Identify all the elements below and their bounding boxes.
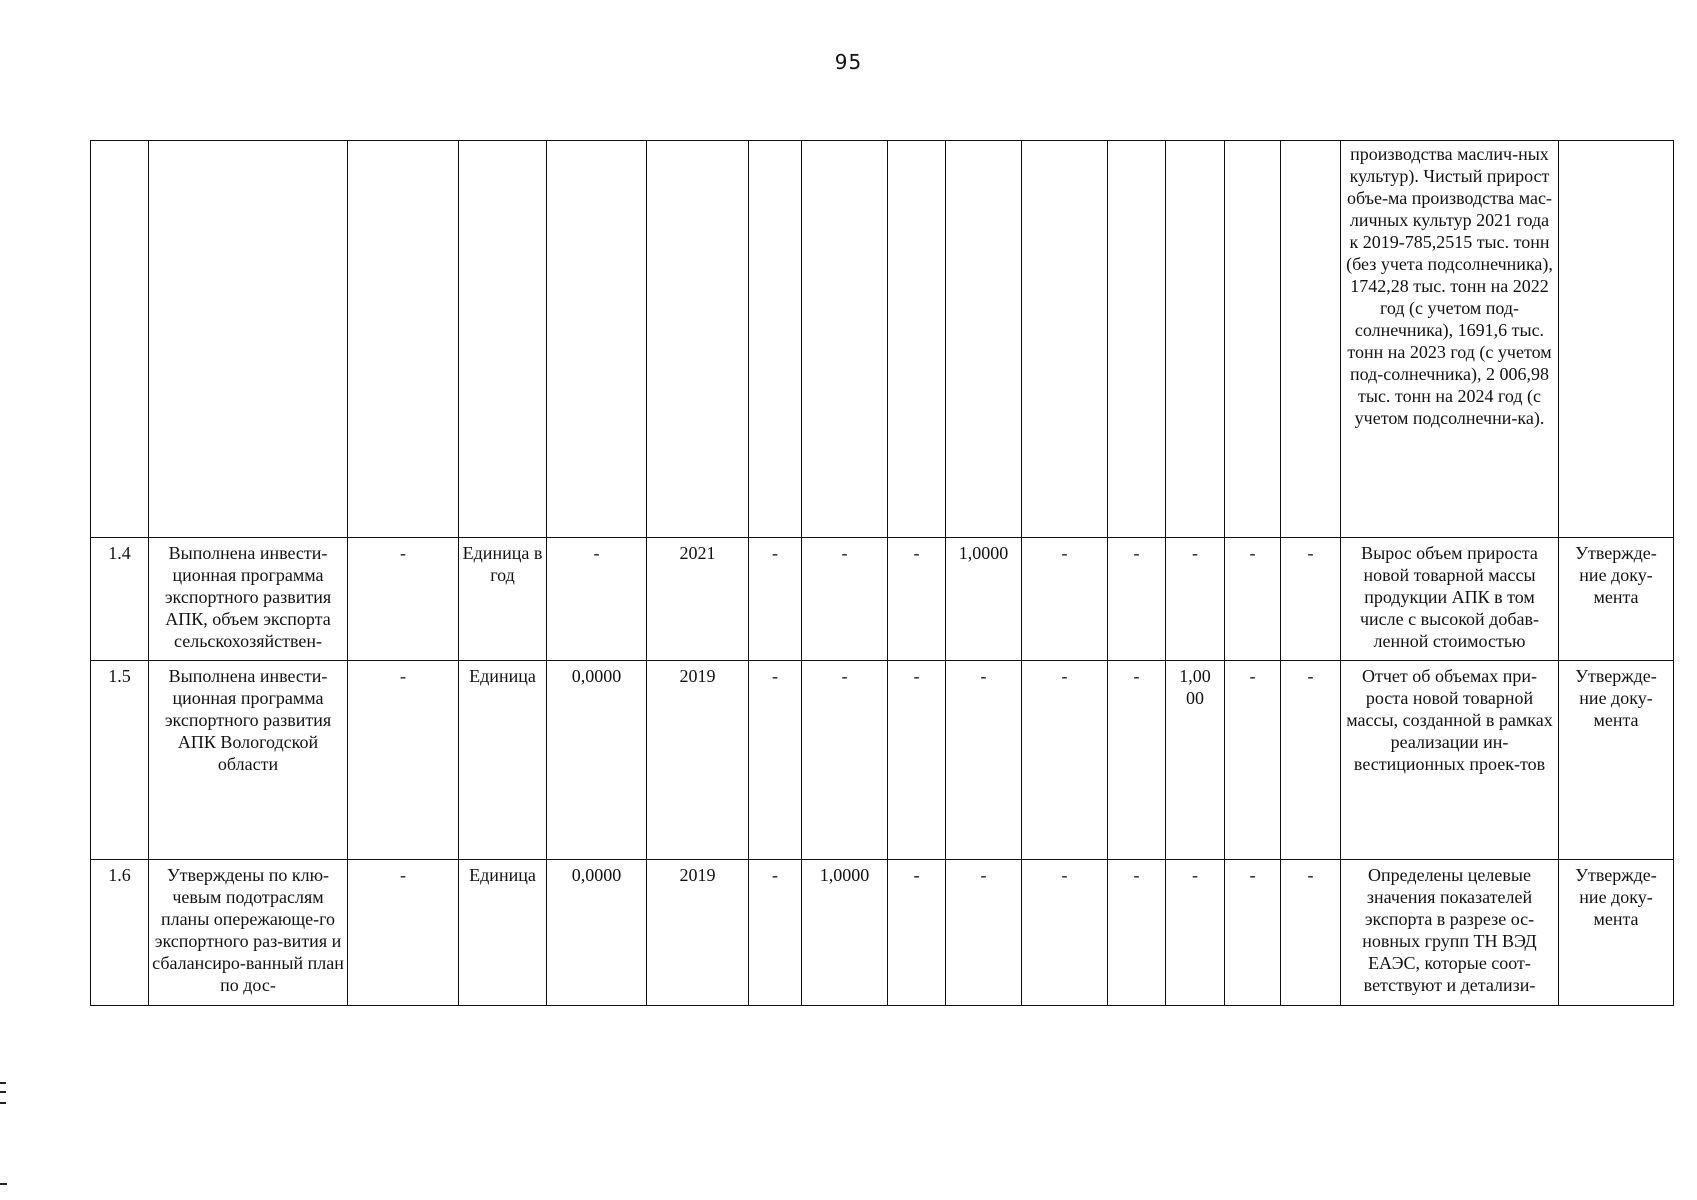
row-description: Определены целевые значения показателей экспорта в разрезе ос-новных групп ТН ВЭД ЕАЭС, которые соот-ветствуют и детализи- [1341, 860, 1559, 1006]
row-name: Выполнена инвести-ционная программа экспортного развития АПК Вологодской области [149, 661, 348, 860]
cell: - [348, 538, 459, 661]
row-number: 1.6 [91, 860, 149, 1006]
cell: - [1281, 661, 1341, 860]
cell: - [1225, 661, 1281, 860]
cell-unit: Единица в год [459, 538, 547, 661]
cell: - [1108, 860, 1166, 1006]
row-description: Отчет об объемах при-роста новой товарной массы, созданной в рамках реализации ин-вестиционных проек-тов [1341, 661, 1559, 860]
cell: 1,0000 [946, 538, 1022, 661]
cell: - [348, 661, 459, 860]
program-table [90, 140, 1674, 1006]
cell: - [1166, 538, 1225, 661]
table-row [91, 860, 1674, 1006]
cell: - [749, 538, 802, 661]
cell: 1,0000 [802, 860, 888, 1006]
cell-year: 2019 [647, 661, 749, 860]
cell: - [888, 538, 946, 661]
table-row [91, 538, 1674, 661]
cell-year [647, 141, 749, 538]
cell: - [802, 661, 888, 860]
cell: - [946, 661, 1022, 860]
row-name [149, 141, 348, 538]
cell: - [1022, 661, 1108, 860]
cell [1022, 141, 1108, 538]
cell [1281, 141, 1341, 538]
scan-margin-mark [0, 1082, 6, 1104]
cell: - [749, 661, 802, 860]
cell-base [547, 141, 647, 538]
row-name: Выполнена инвести-ционная программа экспортного развития АПК, объем экспорта сельскохозяйствен- [149, 538, 348, 661]
row-approval: Утвержде-ние доку-мента [1559, 661, 1674, 860]
table-row [91, 661, 1674, 860]
cell [348, 141, 459, 538]
table-row [91, 141, 1674, 538]
cell: - [1281, 860, 1341, 1006]
scan-margin-mark [0, 1183, 7, 1185]
cell: - [1108, 538, 1166, 661]
cell: - [1225, 538, 1281, 661]
cell: - [1166, 860, 1225, 1006]
cell: - [1281, 538, 1341, 661]
cell: - [802, 538, 888, 661]
cell [946, 141, 1022, 538]
page-number: 95 [834, 50, 863, 74]
cell: - [749, 860, 802, 1006]
cell: - [888, 860, 946, 1006]
row-description: Вырос объем прироста новой товарной массы продукции АПК в том числе с высокой добав-ленной стоимостью [1341, 538, 1559, 661]
row-number: 1.4 [91, 538, 149, 661]
row-name: Утверждены по клю-чевым подотраслям планы опережающе-го экспортного раз-вития и сбалансиро-ванный план по дос- [149, 860, 348, 1006]
cell-unit: Единица [459, 661, 547, 860]
cell-unit [459, 141, 547, 538]
row-approval [1559, 141, 1674, 538]
cell-base: - [547, 538, 647, 661]
cell: - [1022, 860, 1108, 1006]
cell: - [348, 860, 459, 1006]
cell: - [888, 661, 946, 860]
cell: - [1225, 860, 1281, 1006]
cell [888, 141, 946, 538]
cell [749, 141, 802, 538]
cell [1108, 141, 1166, 538]
cell: - [1108, 661, 1166, 860]
row-description: производства маслич-ных культур). Чистый прирост объе-ма производства мас-личных культур 2021 года к 2019-785,2515 тыс. тонн (без учета подсолнечника), 1742,28 тыс. тонн на 2022 год (с учетом под-солнечника), 1691,6 тыс. тонн на 2023 год (с учетом под-солнечника), 2 006,98 тыс. тонн на 2024 год (с учетом подсолнечни-ка). [1341, 141, 1559, 538]
row-approval: Утвержде-ние доку-мента [1559, 538, 1674, 661]
row-approval: Утвержде-ние доку-мента [1559, 860, 1674, 1006]
cell-base: 0,0000 [547, 860, 647, 1006]
cell [802, 141, 888, 538]
cell-year: 2019 [647, 860, 749, 1006]
cell: - [946, 860, 1022, 1006]
cell-base: 0,0000 [547, 661, 647, 860]
cell-unit: Единица [459, 860, 547, 1006]
row-number: 1.5 [91, 661, 149, 860]
cell [1225, 141, 1281, 538]
cell: - [1022, 538, 1108, 661]
cell [1166, 141, 1225, 538]
row-number [91, 141, 149, 538]
cell: 1,00 00 [1166, 661, 1225, 860]
cell-year: 2021 [647, 538, 749, 661]
